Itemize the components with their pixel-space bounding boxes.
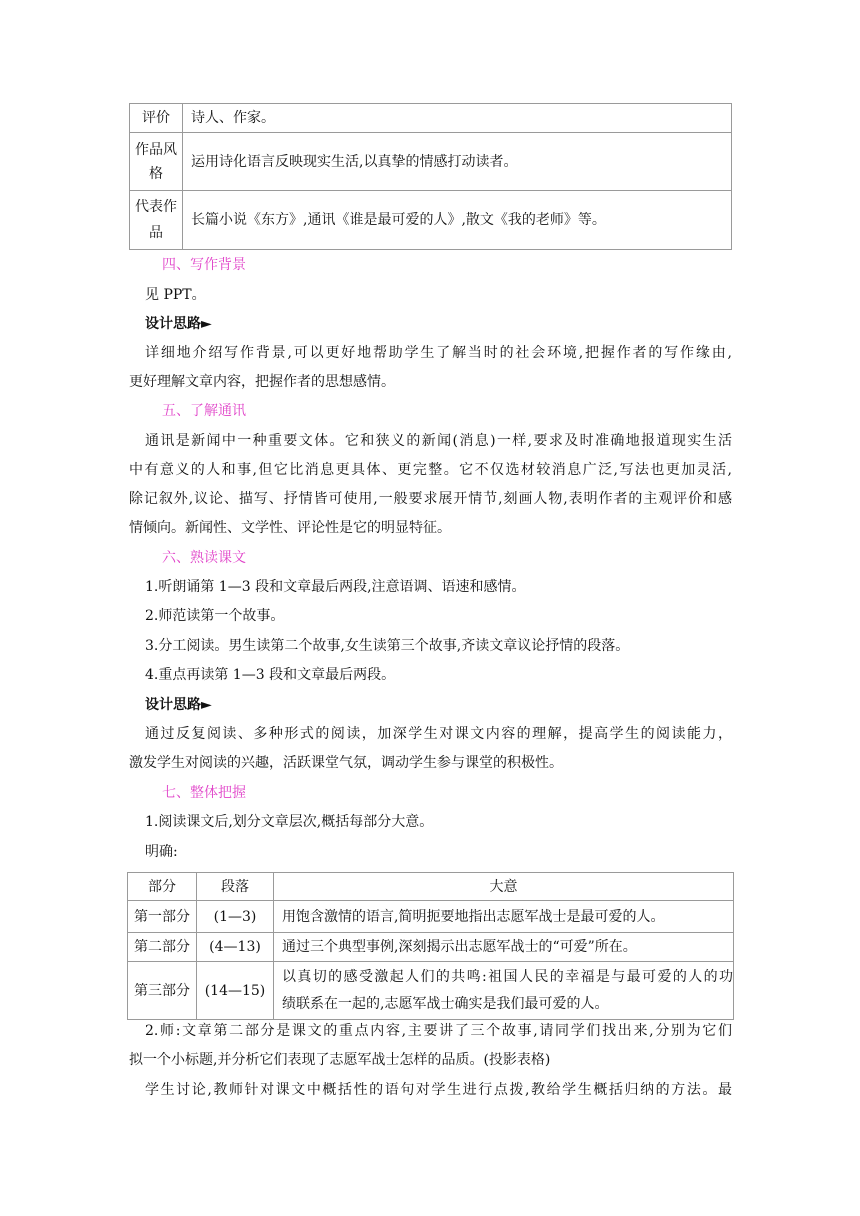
table-row	[130, 133, 732, 191]
design-label: 设计思路►	[145, 316, 212, 332]
idea-cell	[274, 962, 734, 1020]
paragraph-cell: (14—15)	[197, 962, 274, 1020]
list-item: 1.听朗诵第 1—3 段和文章最后两段,注意语调、语速和感情。	[145, 579, 526, 595]
label-text: 作品风格	[135, 141, 177, 182]
table-row	[130, 191, 732, 250]
author-info-table	[129, 103, 732, 250]
section-heading-background: 四、写作背景	[162, 257, 246, 273]
part-cell: 第三部分	[128, 962, 197, 1020]
column-header: 段落	[197, 873, 274, 901]
row-label: 评价	[130, 104, 183, 133]
list-item: 3.分工阅读。男生读第二个故事,女生读第三个故事,齐读文章议论抒情的段落。	[145, 638, 630, 654]
list-item: 4.重点再读第 1—3 段和文章最后两段。	[145, 667, 396, 683]
table-row	[128, 901, 734, 933]
section-heading-reading: 六、熟读课文	[162, 550, 246, 566]
body-text: 除记叙外,议论、描写、抒情皆可使用,一般要求展开情节,刻画人物,表明作者的主观评价和感	[129, 491, 732, 507]
idea-cell: 通过三个典型事例,深刻揭示出志愿军战士的“可爱”所在。	[274, 933, 734, 962]
section-heading-overview: 七、整体把握	[162, 785, 246, 801]
table-row	[128, 933, 734, 962]
body-text: 1.阅读课文后,划分文章层次,概括每部分大意。	[145, 814, 434, 830]
idea-line: 绩联系在一起的,志愿军战士确实是我们最可爱的人。	[282, 995, 609, 1012]
body-text: 通过反复阅读、多种形式的阅读，加深学生对课文内容的理解，提高学生的阅读能力，	[145, 726, 732, 742]
body-text: 情倾向。新闻性、文学性、评论性是它的明显特征。	[129, 520, 451, 536]
row-label	[130, 133, 183, 191]
part-cell: 第一部分	[128, 901, 197, 933]
section-heading-news: 五、了解通讯	[162, 403, 246, 419]
paragraph-cell: (1—3)	[197, 901, 274, 933]
list-item: 2.师范读第一个故事。	[145, 608, 285, 624]
label-text: 代表作品	[135, 199, 177, 241]
body-text: 2.师:文章第二部分是课文的重点内容,主要讲了三个故事,请同学们找出来,分别为它们	[145, 1023, 732, 1039]
body-text: 见 PPT。	[145, 287, 206, 303]
body-text: 更好理解文章内容，把握作者的思想感情。	[129, 374, 395, 390]
body-text: 中有意义的人和事,但它比消息更具体、更完整。它不仅选材较消息广泛,写法也更加灵活,	[129, 462, 732, 478]
row-value: 长篇小说《东方》,通讯《谁是最可爱的人》,散文《我的老师》等。	[183, 191, 732, 250]
row-value: 诗人、作家。	[183, 104, 732, 133]
body-text: 激发学生对阅读的兴趣，活跃课堂气氛，调动学生参与课堂的积极性。	[129, 755, 563, 771]
row-label	[130, 191, 183, 250]
body-text: 拟一个小标题,并分析它们表现了志愿军战士怎样的品质。(投影表格)	[129, 1052, 551, 1068]
table-row	[128, 962, 734, 1020]
column-header: 部分	[128, 873, 197, 901]
answer-label: 明确:	[145, 844, 178, 860]
table-row	[130, 104, 732, 133]
body-text: 学生讨论,教师针对课文中概括性的语句对学生进行点拨,教给学生概括归纳的方法。最	[145, 1082, 732, 1098]
structure-table	[127, 872, 734, 1020]
table-header-row	[128, 873, 734, 901]
idea-line: 以真切的感受激起人们的共鸣:祖国人民的幸福是与最可爱的人的功	[282, 968, 733, 985]
row-value: 运用诗化语言反映现实生活,以真挚的情感打动读者。	[183, 133, 732, 191]
body-text: 通讯是新闻中一种重要文体。它和狭义的新闻(消息)一样,要求及时准确地报道现实生活	[145, 433, 732, 449]
design-label: 设计思路►	[145, 697, 212, 713]
part-cell: 第二部分	[128, 933, 197, 962]
column-header: 大意	[274, 873, 734, 901]
paragraph-cell: (4—13)	[197, 933, 274, 962]
idea-cell: 用饱含激情的语言,简明扼要地指出志愿军战士是最可爱的人。	[274, 901, 734, 933]
body-text: 详细地介绍写作背景,可以更好地帮助学生了解当时的社会环境,把握作者的写作缘由,	[145, 345, 732, 361]
